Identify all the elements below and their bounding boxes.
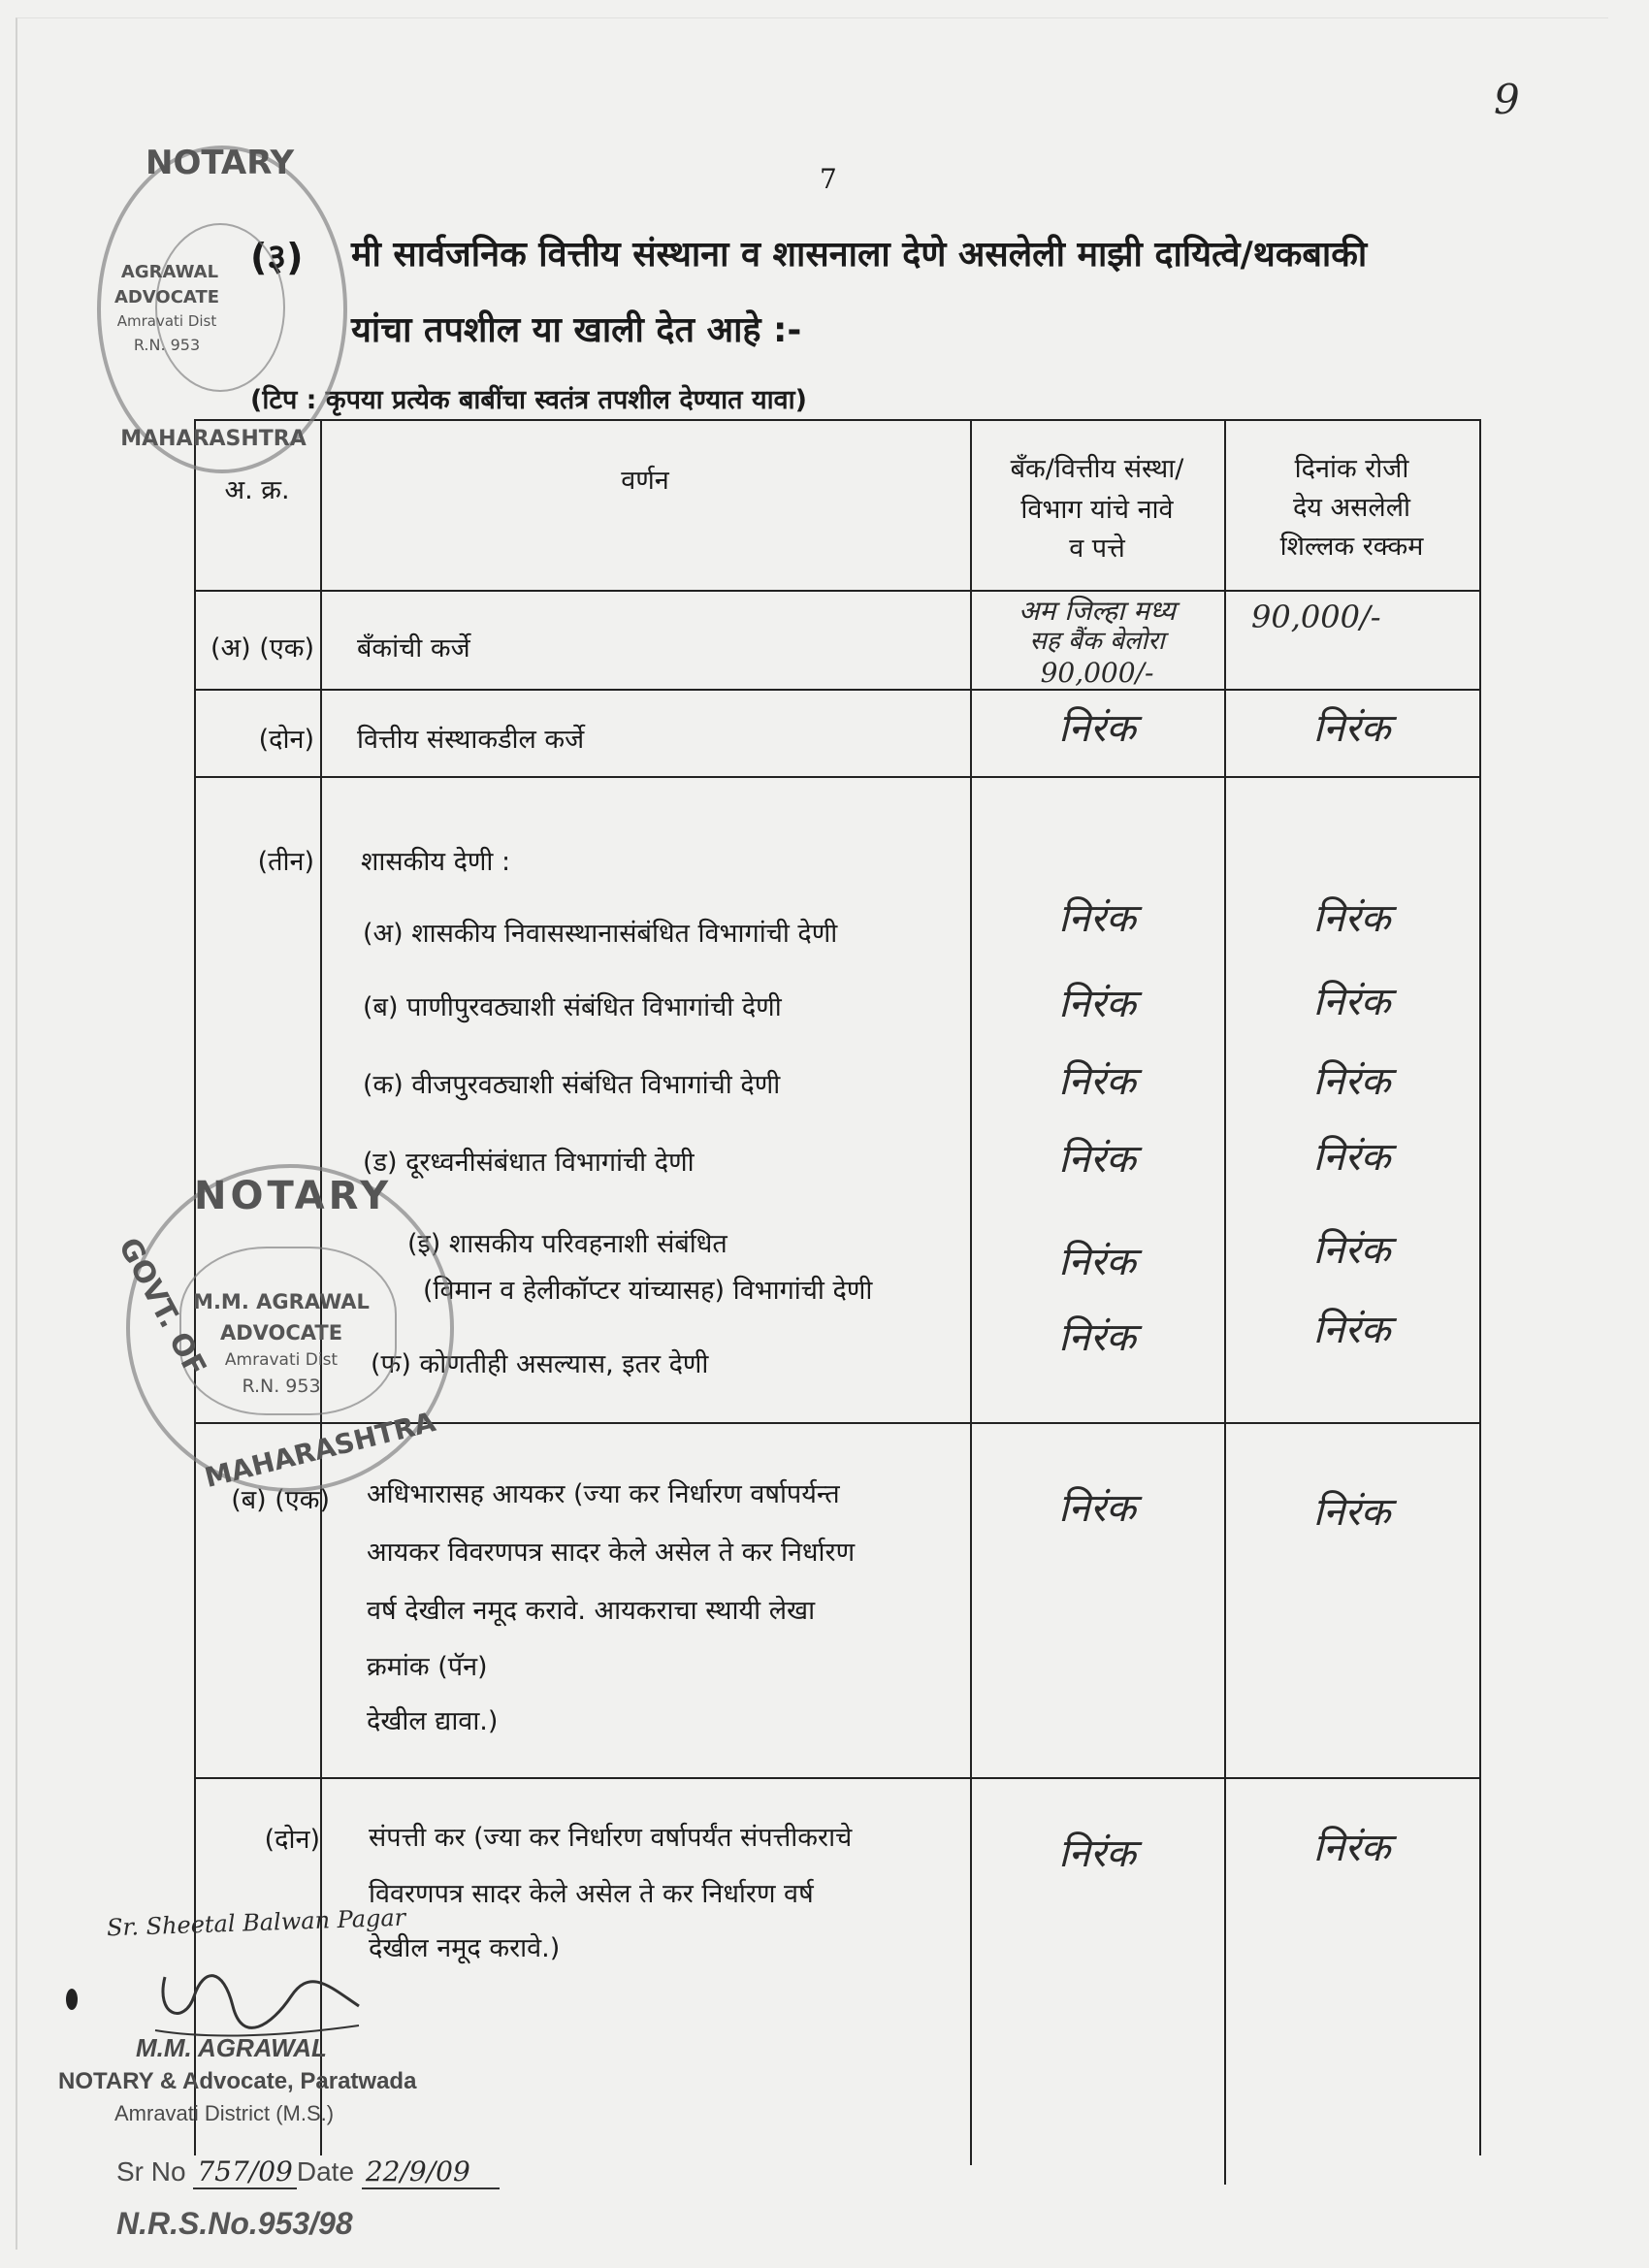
govt-due-water-bank: निरंक [1058,982,1136,1026]
govt-due-electricity-bank: निरंक [1058,1059,1136,1104]
serial-number-line [116,2155,500,2187]
nrs-number: N.R.S.No.953/98 [116,2206,353,2241]
row-desc-fin-loans: वित्तीय संस्थाकडील कर्जे [357,725,585,755]
govt-due-telephone-amount: निरंक [1312,1135,1391,1180]
fin-loan-amount: निरंक [1312,706,1391,751]
bank-loan-amount: 90,000/- [1251,599,1381,635]
govt-due-transport-line2: (विमान व हेलीकॉप्टर यांच्यासह) विभागांची देणी [423,1276,873,1306]
date-label: Date [296,2156,355,2187]
income-tax-line1: अधिभारासह आयकर (ज्या कर निर्धारण वर्षापर्यन्त [367,1479,840,1509]
govt-due-other-bank: निरंक [1058,1315,1136,1360]
govt-due-water-amount: निरंक [1312,980,1391,1024]
income-tax-line4: क्रमांक (पॅन) [367,1652,488,1682]
section-number: (३) [250,236,304,278]
handwritten-note: Sr. Sheetal Balwan Pagar [106,1903,406,1942]
row-desc-govt-dues: शासकीय देणी : [361,847,511,877]
header-bank-line3: व पत्ते [1069,534,1125,564]
govt-due-telephone-bank: निरंक [1058,1137,1136,1182]
header-bank-line2: विभाग यांचे नावे [1020,495,1174,525]
header-amount-line2: देय असलेली [1292,493,1411,523]
govt-due-electricity: (क) वीजपुरवठ्याशी संबंधित विभागांची देणी [363,1070,781,1100]
govt-due-housing: (अ) शासकीय निवासस्थानासंबंधित विभागांची देणी [363,919,838,949]
income-tax-bank: निरंक [1058,1486,1136,1531]
header-bank-line1: बँक/वित्तीय संस्था/ [1010,454,1184,484]
sr-no-label: Sr No [116,2156,186,2187]
corner-page-number: 9 [1494,76,1520,123]
notary-title: NOTARY & Advocate, Paratwada [58,2068,417,2094]
wealth-tax-amount: निरंक [1312,1826,1391,1870]
section-heading-line1: मी सार्वजनिक वित्तीय संस्थाना व शासनाला देणे असलेली माझी दायित्वे/थकबाकी [351,235,1368,275]
instruction-note: (टिप : कृपया प्रत्येक बाबींचा स्वतंत्र तपशील देण्यात यावा) [250,385,807,415]
row-label-bank-loans: (अ) (एक) [210,633,314,664]
header-amount-line1: दिनांक रोजी [1294,454,1409,484]
notary-name: M.M. AGRAWAL [136,2033,327,2062]
govt-due-transport-amount: निरंक [1312,1228,1391,1273]
govt-due-transport-line1: (इ) शासकीय परिवहनाशी संबंधित [407,1229,728,1259]
ink-blot [66,1989,78,2010]
wealth-tax-line2: विवरणपत्र सादर केले असेल ते कर निर्धारण वर्ष [369,1879,814,1909]
row-label-income-tax: (ब) (एक) [231,1485,330,1515]
income-tax-line2: आयकर विवरणपत्र सादर केले असेल ते कर निर्धारण [367,1538,856,1568]
row-label-fin-loans: (दोन) [258,725,314,755]
section-heading-line2: यांचा तपशील या खाली देत आहे :- [351,310,802,350]
signature-scribble [136,1958,369,2045]
govt-due-housing-amount: निरंक [1312,896,1391,941]
notary-district: Amravati District (M.S.) [114,2101,335,2125]
wealth-tax-line1: संपत्ती कर (ज्या कर निर्धारण वर्षापर्यंत संपत्तीकराचे [369,1823,853,1853]
govt-due-telephone: (ड) दूरध्वनीसंबंधात विभागांची देणी [363,1148,695,1178]
row-desc-bank-loans: बँकांची कर्जे [357,633,470,664]
wealth-tax-bank: निरंक [1058,1831,1136,1876]
govt-due-other: (फ) कोणतीही असल्यास, इतर देणी [371,1349,709,1379]
row-label-wealth-tax: (दोन) [264,1825,320,1855]
govt-due-other-amount: निरंक [1312,1308,1391,1352]
income-tax-amount: निरंक [1312,1490,1391,1535]
header-description: वर्णन [621,466,669,496]
govt-due-housing-bank: निरंक [1058,896,1136,941]
bank-loan-lender-line2: सह बैंक बेलोरा [1029,627,1165,656]
sr-no-value: 757/09 [193,2155,297,2189]
income-tax-line3: वर्ष देखील नमूद करावे. आयकराचा स्थायी लेखा [367,1596,816,1626]
fin-loan-lender: निरंक [1058,706,1136,751]
income-tax-line5: देखील द्यावा.) [367,1706,499,1736]
wealth-tax-line3: देखील नमूद करावे.) [369,1933,561,1963]
row-label-govt-dues: (तीन) [257,847,314,877]
govt-due-transport-bank: निरंक [1058,1240,1136,1284]
bank-loan-lender-amount: 90,000/- [1040,657,1154,689]
govt-due-electricity-amount: निरंक [1312,1059,1391,1104]
govt-due-water: (ब) पाणीपुरवठ्याशी संबंधित विभागांची देणी [363,992,782,1022]
date-value: 22/9/09 [362,2155,500,2189]
page-number: 7 [820,163,837,195]
bank-loan-lender-line1: अम जिल्हा मध्य [1018,595,1176,627]
header-amount-line3: शिल्लक रक्कम [1279,532,1424,562]
header-sr-no: अ. क्र. [224,475,290,505]
